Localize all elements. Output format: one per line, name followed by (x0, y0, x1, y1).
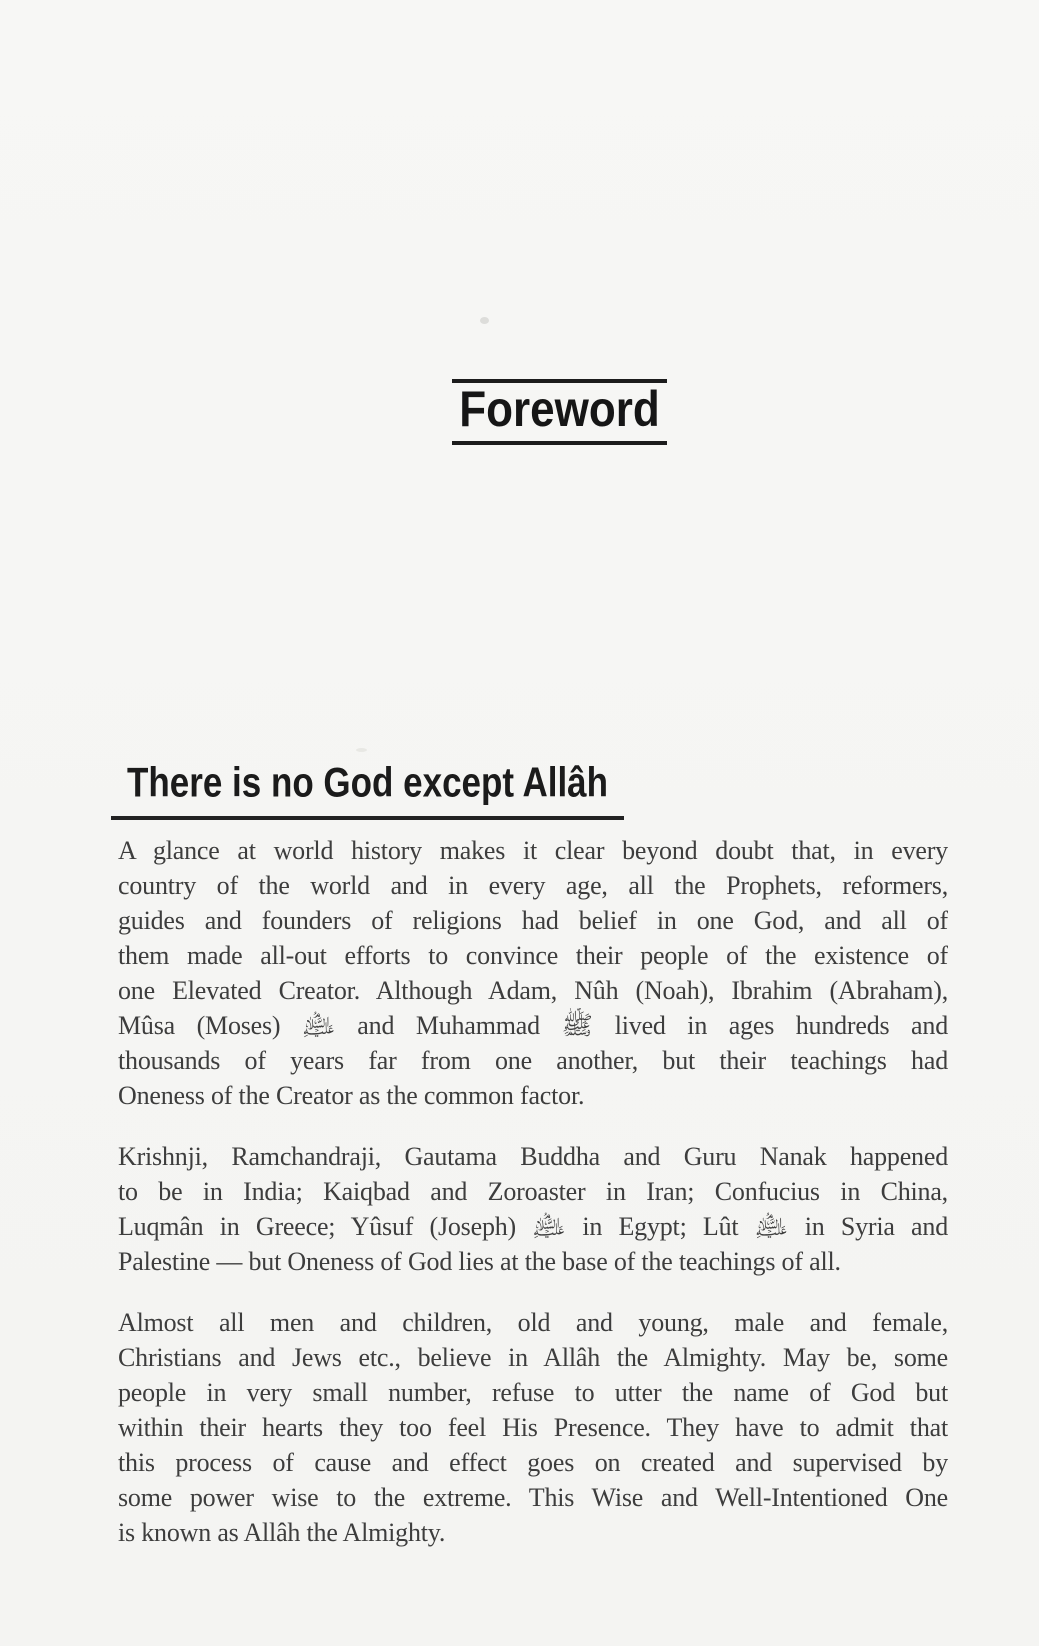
body-text (118, 833, 948, 1550)
text-line: A glance at world history makes it clear beyond doubt that, in every (118, 836, 948, 865)
text-line: Christians and Jews etc., believe in Allâh the Almighty. May be, some (118, 1343, 948, 1372)
text-line: guides and founders of religions had belief in one God, and all of (118, 906, 948, 935)
section-heading (111, 759, 624, 820)
text-line: some power wise to the extreme. This Wise and Well-Intentioned One (118, 1483, 948, 1512)
text-line: people in very small number, refuse to utter the name of God but (118, 1378, 948, 1407)
paragraph-1 (118, 833, 948, 1113)
text-line: them made all-out efforts to convince their people of the existence of (118, 941, 948, 970)
text-line: Luqmân in Greece; Yûsuf (Joseph) ﵇ in Egypt; Lût ﵇ in Syria and (118, 1212, 948, 1241)
text-line: this process of cause and effect goes on created and supervised by (118, 1448, 948, 1477)
text-line: is known as Allâh the Almighty. (118, 1518, 446, 1547)
text-line: within their hearts they too feel His Presence. They have to admit that (118, 1413, 948, 1442)
text-line: thousands of years far from one another, but their teachings had (118, 1046, 948, 1075)
paragraph-2 (118, 1139, 948, 1279)
page-title (459, 381, 660, 438)
text-line: Krishnji, Ramchandraji, Gautama Buddha and Guru Nanak happened (118, 1142, 948, 1171)
text-line: Oneness of the Creator as the common factor. (118, 1081, 585, 1110)
foreword-title-block (452, 379, 667, 445)
text-line: country of the world and in every age, all the Prophets, reformers, (118, 871, 948, 900)
page-title-text: Foreword (459, 381, 660, 438)
section-heading-text: There is no God except Allâh (127, 759, 609, 806)
text-line: Palestine — but Oneness of God lies at the base of the teachings of all. (118, 1247, 841, 1276)
scan-speck (356, 748, 367, 752)
scan-speck (480, 317, 489, 324)
paragraph-3 (118, 1305, 948, 1550)
text-line: Mûsa (Moses) ﵇ and Muhammad ﷺ lived in ages hundreds and (118, 1011, 948, 1040)
text-line: one Elevated Creator. Although Adam, Nûh (Noah), Ibrahim (Abraham), (118, 976, 948, 1005)
text-line: to be in India; Kaiqbad and Zoroaster in Iran; Confucius in China, (118, 1177, 948, 1206)
text-line: Almost all men and children, old and young, male and female, (118, 1308, 948, 1337)
